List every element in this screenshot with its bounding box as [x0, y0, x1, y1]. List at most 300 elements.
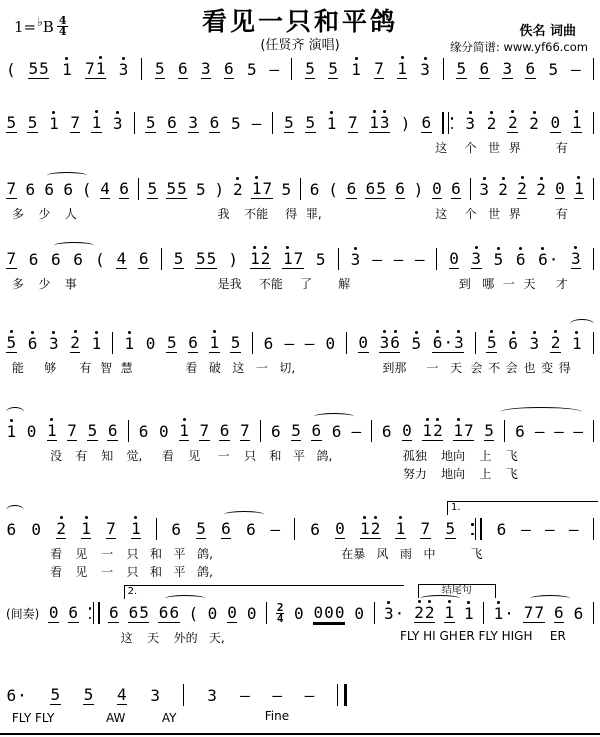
lyric-syllable: 天, [208, 631, 225, 645]
note: 1 2 [250, 249, 271, 269]
note: 2 [529, 114, 540, 133]
note: 3 [112, 114, 123, 133]
octave-dot [10, 330, 13, 333]
system-4 [6, 246, 594, 290]
note: 6 [263, 333, 274, 353]
octave-dot [424, 57, 427, 60]
octave-dot [363, 516, 366, 519]
note: 0 [432, 179, 442, 198]
slur-arc [54, 242, 94, 249]
note: 6 [68, 603, 79, 622]
duration-dash: — [573, 421, 584, 441]
note: 5 [196, 519, 206, 538]
note: 1 [62, 60, 73, 79]
note: 6 [63, 179, 73, 199]
note: 1 7 [251, 179, 272, 199]
note: 6 [44, 180, 55, 199]
system-6 [6, 418, 594, 480]
note: 1 [6, 422, 17, 441]
note: 6 · [538, 250, 559, 269]
note: 7 [6, 179, 17, 198]
slur-arc [530, 595, 570, 602]
note: 5 [445, 519, 456, 538]
lyric-syllable: 解 [338, 277, 351, 291]
lyrics-row [6, 205, 594, 220]
lyric-syllable: 我 [217, 207, 230, 221]
note: 6 [209, 113, 220, 132]
note: 5 [87, 421, 98, 440]
bottom-rule [0, 733, 600, 735]
octave-dot [519, 247, 522, 250]
octave-dot [448, 600, 451, 603]
lyric-syllable: 在暴 [341, 547, 366, 561]
repeat-end-sign [88, 602, 100, 624]
lyric-syllable: 界 [508, 207, 521, 221]
lyric-syllable: 世 [488, 141, 501, 155]
barline [436, 248, 437, 270]
note: 0 [449, 249, 459, 268]
note: 5 [291, 421, 301, 440]
barline [161, 248, 162, 270]
note: 5 [6, 333, 17, 353]
lyric-syllable: 少 [38, 207, 51, 221]
barline [141, 58, 142, 80]
volta-bracket: 结尾句 [418, 584, 496, 598]
note: 6 [221, 519, 232, 539]
lyric-syllable: 到那 [382, 361, 407, 375]
lyric-syllable: 鸽, [197, 565, 213, 579]
note: 3 [207, 685, 217, 705]
octave-dot [399, 516, 402, 519]
note: 3 [49, 334, 60, 353]
system-3 [6, 176, 594, 220]
octave-dot [330, 111, 333, 114]
duration-dash: — [393, 249, 404, 269]
system-2 [6, 110, 594, 154]
note: 3 [118, 60, 129, 79]
note: 3 [471, 249, 482, 269]
lyric-syllable: 能 [11, 361, 24, 375]
note: 5 [456, 59, 467, 78]
duration-dash: — [414, 249, 425, 269]
note: 6 [479, 59, 490, 78]
octave-dot [60, 516, 63, 519]
duration-dash: — [304, 333, 315, 353]
note: 5 [230, 333, 241, 352]
lyric-syllable: 罪, [305, 207, 322, 221]
lyric-syllable: 看 [50, 547, 63, 561]
note: 5 [484, 421, 494, 440]
lyric-syllable: 天 [147, 631, 160, 645]
octave-dot [502, 177, 505, 180]
meter-denominator: 4 [58, 25, 67, 38]
note: 3 6 [379, 333, 400, 353]
system-8 [6, 585, 594, 645]
note: 1 [395, 519, 406, 539]
notation-row [6, 110, 594, 136]
note: 6 [138, 249, 149, 268]
duration-dash: — [272, 685, 283, 705]
octave-dot [116, 111, 119, 114]
note: 77 [523, 603, 544, 623]
octave-dot [253, 246, 256, 249]
lyric-syllable: 人 [64, 207, 77, 221]
note: 2 [507, 113, 518, 133]
note: 0 [293, 603, 304, 623]
duration-dash: — [372, 249, 383, 269]
note: 1 [131, 519, 142, 539]
composer-credit: 佚名 词曲 [519, 24, 576, 39]
octave-dot [95, 110, 98, 113]
note: 2 [550, 333, 561, 353]
lyric-syllable: FLY FLY [11, 711, 55, 725]
note: 6 [515, 250, 526, 269]
note: 4 [116, 249, 127, 268]
barline [252, 332, 253, 354]
lyric-syllable: 慧 [120, 361, 133, 375]
lyric-syllable: 见 [188, 449, 201, 463]
note: 5 [411, 334, 422, 353]
lyric-syllable: 一 [502, 277, 515, 291]
octave-dot [383, 110, 386, 113]
note: 5 [246, 59, 257, 79]
octave-dot [436, 418, 439, 421]
barline [483, 602, 484, 624]
lyric-syllable: 只 [244, 449, 257, 463]
note: 3 [201, 59, 211, 78]
barline [294, 518, 295, 540]
octave-dot [354, 247, 357, 250]
octave-dot [577, 176, 580, 179]
lyrics-row [6, 545, 594, 560]
lyric-syllable: 个 [464, 207, 477, 221]
duration-dash: — [240, 685, 250, 705]
duration-dash: — [269, 59, 280, 79]
note: 5 [305, 59, 315, 78]
octave-dot [355, 57, 358, 60]
lyric-syllable: 破 [208, 361, 221, 375]
note: 65 [365, 179, 386, 198]
note: 3 [420, 60, 431, 79]
lyric-syllable: 才 [555, 277, 568, 291]
octave-dot [387, 601, 390, 604]
lyric-syllable: 得 [285, 207, 298, 221]
note: 7 [6, 249, 17, 268]
note: 6 [331, 421, 342, 441]
note: 55 [28, 59, 49, 78]
lyric-syllable: ER FLY HIGH [458, 629, 533, 643]
lyric-syllable: 飞 [470, 547, 483, 561]
note: 6 [270, 421, 281, 441]
octave-dot [490, 111, 493, 114]
barline [374, 602, 375, 624]
octave-dot [575, 110, 578, 113]
octave-dot [511, 110, 514, 113]
note: 5 [281, 179, 292, 199]
note: 7 [374, 59, 384, 78]
note: 0 [26, 421, 37, 441]
lyric-syllable: 得 [558, 361, 571, 375]
note: 6 [28, 249, 39, 269]
note: 3 [350, 250, 361, 269]
note: 1 [81, 519, 92, 539]
note: 6 [73, 249, 83, 269]
duration-dash: — [304, 685, 315, 705]
note: 0 [358, 333, 368, 352]
note: 6 ·3 [432, 333, 464, 353]
octave-dot [490, 330, 493, 333]
flat-icon: ♭ [37, 14, 43, 29]
duration-dash: — [570, 59, 581, 79]
duration-dash: — [351, 421, 362, 441]
note: 5 [305, 113, 316, 132]
lyric-syllable: 上 [479, 449, 492, 463]
lyric-syllable: 有 [79, 361, 92, 375]
lyric-syllable: 和 [269, 449, 282, 463]
note: 55 [195, 249, 217, 268]
octave-dot [74, 330, 77, 333]
lyrics-row [6, 447, 594, 462]
note: 6 [167, 113, 177, 132]
note: 5 [27, 113, 38, 132]
note: 5 [493, 250, 504, 269]
note: 5 [315, 249, 326, 269]
note: 2 [70, 333, 81, 353]
octave-dot [264, 246, 267, 249]
lyric-syllable: 努力 [402, 467, 427, 481]
lyric-syllable: 界 [508, 141, 521, 155]
time-signature-change: 2 4 [276, 600, 284, 625]
lyrics-row [6, 563, 594, 578]
octave-dot [574, 246, 577, 249]
slur-arc [224, 511, 264, 518]
note: 6 [310, 519, 320, 539]
lyric-syllable: 只 [126, 565, 139, 579]
note: 71 [85, 59, 106, 79]
note: 65 [128, 603, 149, 622]
lyric-syllable: 见 [75, 547, 88, 561]
note: 5 [166, 333, 177, 352]
note: 6 [50, 250, 61, 269]
lyric-syllable: 是我 [217, 277, 242, 291]
barline [593, 58, 594, 80]
note: 1 [397, 59, 408, 79]
note: 6 [554, 603, 564, 622]
octave-dot [95, 331, 98, 334]
lyric-syllable: 平 [173, 565, 186, 579]
barline [475, 332, 476, 354]
note: 1 [47, 421, 58, 441]
lyric-syllable: 上 [479, 467, 492, 481]
note: 6 [219, 421, 230, 440]
volta-bracket: 1. [447, 501, 598, 515]
paren-symbol: ) [413, 179, 424, 199]
barline [338, 248, 339, 270]
duration-dash: — [545, 519, 555, 539]
note: 5 [173, 249, 184, 268]
octave-dot [134, 516, 137, 519]
note: 1 [572, 334, 583, 353]
lyric-syllable: ER [549, 629, 566, 643]
note: 6 [119, 179, 129, 198]
barline [138, 178, 139, 200]
note: 2 [232, 180, 243, 199]
octave-dot [286, 246, 289, 249]
lyrics-row [6, 139, 594, 154]
note: 3 [571, 249, 582, 269]
final-barline [337, 684, 347, 706]
note: 5 [147, 179, 158, 198]
notation-row [6, 56, 594, 82]
octave-dot [554, 330, 557, 333]
note: 4 [117, 685, 127, 704]
note: 6 [138, 421, 149, 441]
lyric-syllable: 智 [100, 361, 113, 375]
note: 6 [496, 519, 507, 539]
note: 5 [50, 685, 61, 704]
octave-dot [457, 330, 460, 333]
note: 2 [498, 180, 509, 199]
note: 6 [6, 519, 17, 539]
note: 0 [227, 603, 237, 622]
duration-dash: — [568, 519, 579, 539]
note: 6 [108, 603, 119, 622]
octave-dot [575, 331, 578, 334]
note: 5 [6, 113, 17, 132]
lyric-syllable: 多 [11, 207, 24, 221]
note: 5 [328, 59, 338, 78]
octave-dot [213, 330, 216, 333]
lyric-syllable: 一 [101, 565, 114, 579]
note: 0 [402, 421, 412, 440]
lyric-syllable: 雨 [399, 547, 412, 561]
notation-row [6, 246, 594, 272]
system-1 [6, 56, 594, 82]
notation-row [6, 418, 594, 444]
lyric-syllable: 和 [150, 565, 163, 579]
barline [593, 248, 594, 270]
lyric-syllable: 变 [541, 361, 554, 375]
lyric-syllable: 天 [449, 361, 462, 375]
octave-dot [255, 176, 258, 179]
note: 0 [31, 519, 42, 539]
notation-row [6, 176, 594, 202]
note: 3 [479, 180, 490, 199]
lyric-syllable: 会 [505, 361, 518, 375]
lyric-syllable: 一 [217, 449, 230, 463]
barline [128, 420, 129, 442]
note: 6 [107, 421, 118, 440]
section-label: (间奏) [6, 606, 40, 621]
octave-dot [373, 110, 376, 113]
lyric-syllable: AY [161, 711, 177, 725]
lyric-syllable: 地向 [441, 449, 466, 463]
note: 0 [48, 603, 59, 622]
note: 55 [166, 179, 187, 198]
lyric-syllable: 和 [150, 547, 163, 561]
note: 6 [381, 421, 392, 441]
note: 5 [486, 333, 497, 353]
slur-arc [6, 505, 24, 515]
note: 2 [517, 179, 528, 199]
note: 1 [464, 604, 475, 623]
note: 7 [70, 113, 80, 132]
barline [593, 332, 594, 354]
lyrics-row [6, 465, 594, 480]
lyric-syllable: 哪 [482, 277, 495, 291]
note: 1 [91, 334, 102, 353]
duration-dash: — [521, 519, 531, 539]
octave-dot [99, 56, 102, 59]
note: 0 [354, 603, 365, 623]
lyric-syllable: 平 [292, 449, 305, 463]
note: 5 [230, 113, 241, 133]
note: 1 [209, 333, 220, 353]
note: 6 [27, 334, 38, 353]
note: 7 [420, 519, 431, 538]
note: 7 [240, 421, 250, 440]
note: 7 [199, 421, 210, 440]
note: 000 [313, 603, 345, 622]
note: 6 [246, 519, 256, 539]
note: 5 [155, 59, 165, 78]
barline [593, 518, 594, 540]
barline [291, 58, 292, 80]
note: 1 [574, 179, 585, 199]
octave-dot [401, 56, 404, 59]
lyric-syllable: 没 [50, 449, 63, 463]
barline [156, 518, 157, 540]
note: 2 2 [414, 603, 435, 623]
octave-dot [483, 177, 486, 180]
notation-row [6, 516, 594, 542]
octave-dot [541, 247, 544, 250]
note: 6 [525, 59, 536, 78]
lyric-syllable: 这 [120, 631, 133, 645]
barline [593, 420, 594, 442]
lyric-syllable: 这 [435, 141, 448, 155]
octave-dot [65, 57, 68, 60]
note: 3 [188, 113, 199, 132]
note: 2 [56, 519, 67, 539]
note: 6· [6, 685, 27, 705]
key-prefix: 1= [14, 17, 37, 36]
lyric-syllable: 知 [101, 449, 114, 463]
octave-dot [383, 330, 386, 333]
note: 1 · [493, 604, 514, 623]
notation-row [6, 682, 347, 708]
octave-dot [50, 418, 53, 421]
paren-symbol: ( [81, 179, 92, 199]
lyric-syllable: 有 [555, 141, 568, 155]
note: 1 [91, 113, 102, 133]
duration-dash: — [534, 421, 545, 441]
meter-numerator: 4 [58, 14, 67, 27]
note: 6 [309, 179, 320, 199]
barline [112, 332, 113, 354]
lyric-syllable: 这 [232, 361, 245, 375]
slur-arc [570, 319, 594, 329]
key-tonic: B [42, 17, 54, 36]
note: 5 [196, 179, 206, 199]
lyric-syllable: 一 [255, 361, 268, 375]
octave-dot [52, 111, 55, 114]
lyric-syllable: 多 [11, 277, 24, 291]
paren-symbol: ( [6, 59, 16, 79]
note: 0 [550, 113, 561, 132]
note: 1 7 [282, 249, 303, 269]
note: 6 [515, 421, 525, 441]
